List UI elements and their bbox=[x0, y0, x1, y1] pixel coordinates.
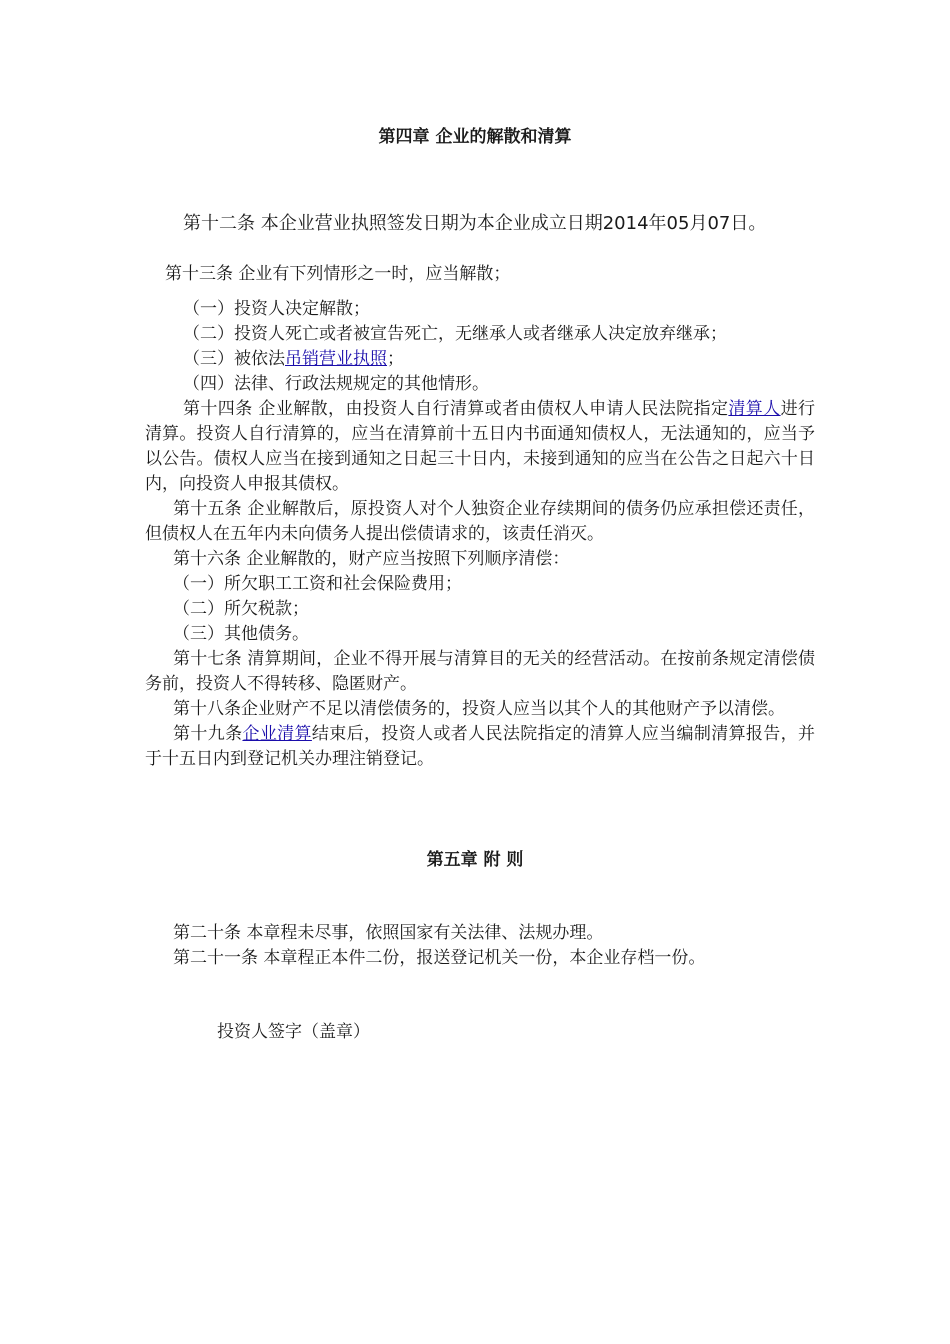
document-body bbox=[145, 297, 815, 772]
article-13-item-4: （四）法律、行政法规规定的其他情形。 bbox=[183, 374, 489, 394]
enterprise-liquidation-link[interactable]: 企业清算 bbox=[242, 724, 312, 744]
article-14-text-start: 第十四条 企业解散，由投资人自行清算或者由债权人申请人民法院指定 bbox=[183, 399, 729, 419]
article-13-item-1: （一）投资人决定解散； bbox=[183, 299, 370, 319]
article-21: 第二十一条 本章程正本件二份，报送登记机关一份，本企业存档一份。 bbox=[173, 948, 706, 968]
article-12-day: 07 bbox=[707, 213, 731, 234]
article-14-text-end: 进行清算。投资人自行清算的，应当在清算前十五日内书面通知债权人，无法通知的，应当予以公告。债权人应当在接到通知之日起三十日内，未接到通知的应当在公告之日起六十日内，向投资人申报其债权。 bbox=[145, 399, 815, 494]
article-12 bbox=[183, 211, 766, 236]
chapter-4-title: 第四章 企业的解散和清算 bbox=[378, 127, 572, 147]
article-12-year-unit: 年 bbox=[648, 213, 667, 234]
article-13-item-3-text: （三）被依法 bbox=[183, 349, 285, 369]
revoke-license-link[interactable]: 吊销营业执照 bbox=[285, 349, 387, 369]
article-19-text-end: 结束后，投资人或者人民法院指定的清算人应当编制清算报告，并于十五日内到登记机关办理注销登记。 bbox=[145, 724, 816, 769]
article-15: 第十五条 企业解散后，原投资人对个人独资企业存续期间的债务仍应承担偿还责任，但债权人在五年内未向债务人提出偿债请求的，该责任消灭。 bbox=[145, 499, 815, 544]
article-16-item-1: （一）所欠职工工资和社会保险费用； bbox=[173, 574, 462, 594]
article-19 bbox=[145, 722, 815, 772]
article-17: 第十七条 清算期间，企业不得开展与清算目的无关的经营活动。在按前条规定清偿债务前，投资人不得转移、隐匿财产。 bbox=[145, 649, 815, 694]
article-16-item-3: （三）其他债务。 bbox=[173, 624, 309, 644]
article-13-item-2: （二）投资人死亡或者被宣告死亡，无继承人或者继承人决定放弃继承； bbox=[183, 324, 727, 344]
article-14 bbox=[145, 397, 815, 497]
article-12-day-unit: 日。 bbox=[730, 213, 767, 234]
investor-signature: 投资人签字（盖章） bbox=[217, 1022, 370, 1042]
article-13: 第十三条 企业有下列情形之一时，应当解散； bbox=[165, 264, 511, 284]
article-12-text: 第十二条 本企业营业执照签发日期为本企业成立日期 bbox=[183, 213, 603, 234]
article-16: 第十六条 企业解散的，财产应当按照下列顺序清偿： bbox=[173, 549, 570, 569]
article-16-item-2: （二）所欠税款； bbox=[173, 599, 309, 619]
chapter-5-title: 第五章 附 则 bbox=[426, 850, 524, 870]
article-12-year: 2014 bbox=[602, 213, 649, 234]
article-18: 第十八条企业财产不足以清偿债务的，投资人应当以其个人的其他财产予以清偿。 bbox=[173, 699, 785, 719]
article-13-item-3-end: ； bbox=[387, 349, 404, 369]
article-13-item-3 bbox=[145, 347, 815, 372]
article-20: 第二十条 本章程未尽事，依照国家有关法律、法规办理。 bbox=[173, 923, 604, 943]
article-12-month: 05 bbox=[666, 213, 690, 234]
article-19-text-start: 第十九条 bbox=[173, 724, 243, 744]
article-12-month-unit: 月 bbox=[689, 213, 708, 234]
liquidator-link[interactable]: 清算人 bbox=[728, 399, 781, 419]
